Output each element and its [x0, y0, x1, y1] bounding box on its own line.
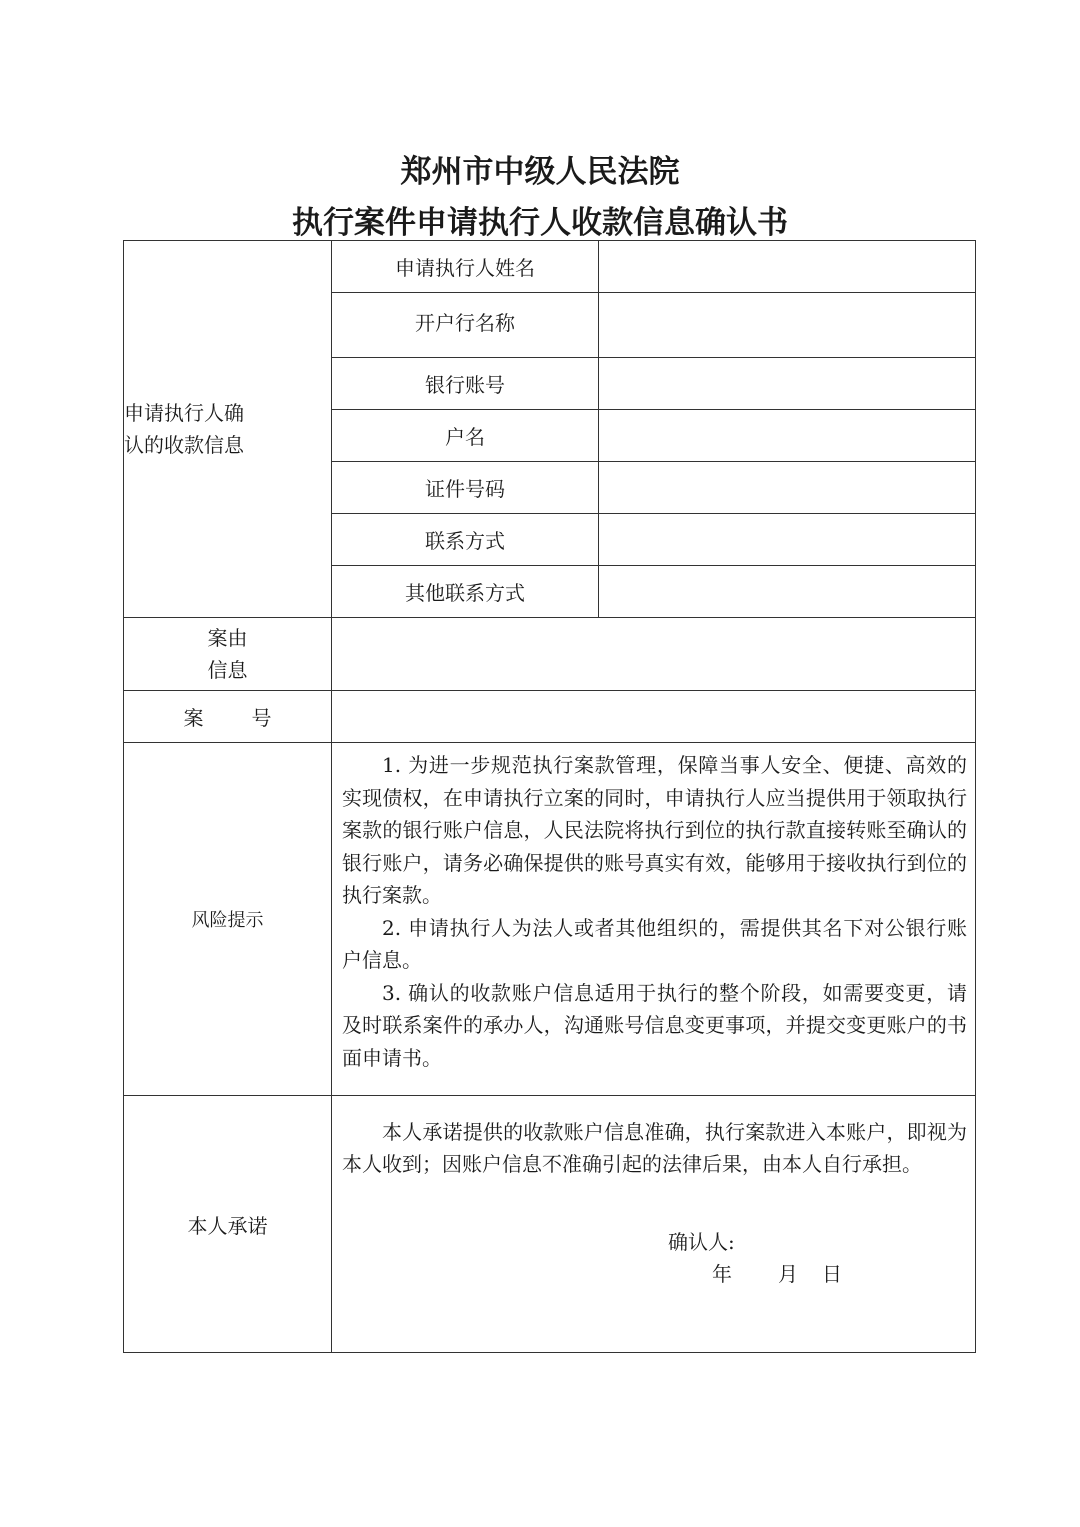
- account-number-field[interactable]: [599, 358, 976, 410]
- bank-name-field[interactable]: [599, 293, 976, 358]
- account-holder-field[interactable]: [599, 410, 976, 462]
- day-label: 日: [822, 1262, 842, 1286]
- month-label: 月: [778, 1262, 798, 1286]
- section-label-line1: 申请执行人确: [124, 401, 244, 425]
- form-row-case-number: [124, 691, 976, 743]
- confirmer-label: 确认人:: [668, 1230, 735, 1254]
- field-label: 联系方式: [332, 514, 599, 566]
- date-line: [712, 1258, 842, 1290]
- field-label: 证件号码: [332, 462, 599, 514]
- field-label: 银行账号: [332, 358, 599, 410]
- court-name: 郑州市中级人民法院: [400, 154, 680, 190]
- risk-text: [332, 743, 976, 1096]
- case-number-label-char1: 案: [183, 706, 204, 730]
- form-row-promise: [124, 1096, 976, 1353]
- form-row-applicant-name: [124, 241, 976, 293]
- risk-item: 3. 确认的收款账户信息适用于执行的整个阶段，如需要变更，请及时联系案件的承办人，沟通账号信息变更事项，并提交变更账户的书面申请书。: [342, 980, 967, 1070]
- field-label: 其他联系方式: [332, 566, 599, 618]
- case-reason-field[interactable]: [332, 618, 976, 691]
- section-label: [124, 241, 332, 618]
- form-row-case-reason: [124, 618, 976, 691]
- promise-cell: [332, 1096, 976, 1353]
- field-label: 开户行名称: [332, 293, 599, 358]
- contact-field[interactable]: [599, 514, 976, 566]
- id-number-field[interactable]: [599, 462, 976, 514]
- field-label: 申请执行人姓名: [332, 241, 599, 293]
- case-reason-label: [124, 618, 332, 691]
- section-label-line2: 认的收款信息: [124, 433, 244, 457]
- case-number-label-char2: 号: [251, 706, 272, 730]
- form-row-risk: [124, 743, 976, 1096]
- case-reason-label-line1: 案由: [207, 626, 248, 650]
- risk-item: 1. 为进一步规范执行案款管理，保障当事人安全、便捷、高效的实现债权，在申请执行立案的同时，申请执行人应当提供用于领取执行案款的银行账户信息，人民法院将执行到位的执行款直接转账至确认的银行账户，请务必确保提供的账号真实有效，能够用于接收执行到位的执行案款。: [342, 753, 967, 907]
- applicant-name-field[interactable]: [599, 241, 976, 293]
- case-number-label: [124, 691, 332, 743]
- promise-text: 本人承诺提供的收款账户信息准确，执行案款进入本账户，即视为本人收到；因账户信息不准确引起的法律后果，由本人自行承担。: [342, 1120, 967, 1176]
- document-title: 执行案件申请执行人收款信息确认书: [292, 205, 788, 241]
- year-label: 年: [712, 1262, 732, 1286]
- info-form-table: [123, 240, 976, 1353]
- promise-label: 本人承诺: [124, 1096, 332, 1353]
- case-number-field[interactable]: [332, 691, 976, 743]
- case-reason-label-line2: 信息: [207, 658, 248, 682]
- other-contact-field[interactable]: [599, 566, 976, 618]
- risk-item: 2. 申请执行人为法人或者其他组织的，需提供其名下对公银行账户信息。: [342, 915, 967, 972]
- field-label: 户名: [332, 410, 599, 462]
- risk-label: 风险提示: [124, 743, 332, 1096]
